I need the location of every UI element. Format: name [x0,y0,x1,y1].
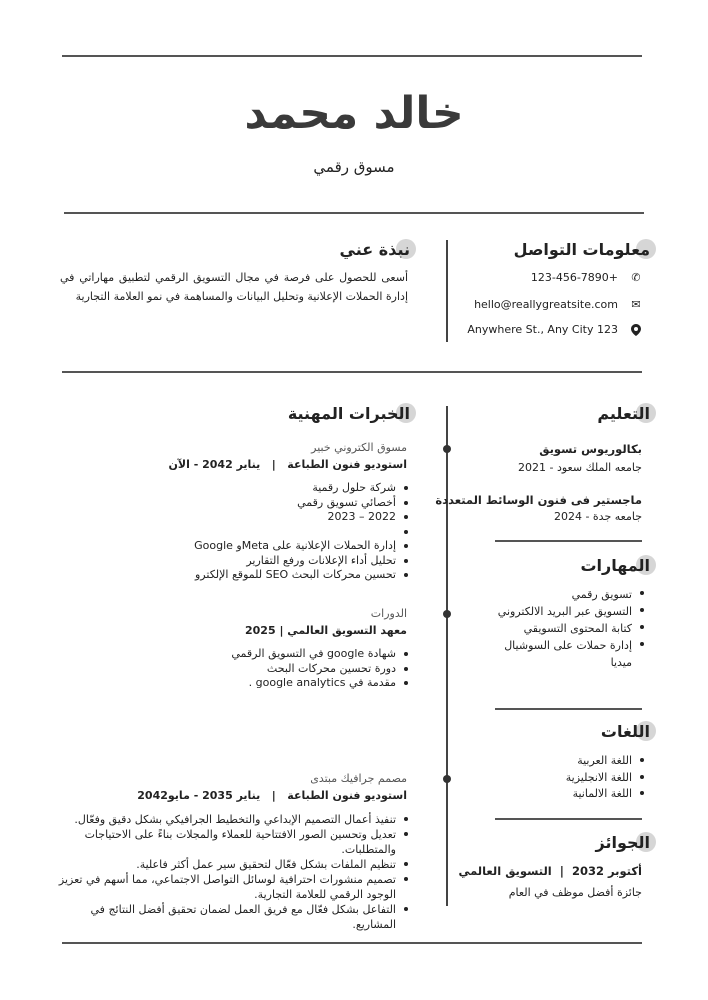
experience-title [288,404,410,423]
awards-title-text: الجوائز [595,833,650,852]
language-item: اللغة الانجليزية [492,770,632,787]
job-role: مسوق الكتروني خبير [311,441,407,454]
phone-text[interactable]: 123-456-7890+ [530,271,618,284]
top-column-divider [446,240,448,342]
languages-title [601,722,650,741]
job-bullet: أخصائي تسويق رقمي [176,496,396,511]
address-text: Anywhere St., Any City 123 [467,323,618,336]
job-bullet: 2022 – 2023 [176,510,396,525]
courses-label: الدورات [370,607,407,620]
job-bullet: تحسين محركات البحث SEO للموقع الإلكترو [176,568,396,583]
contact-email [474,298,642,311]
education-title-text: التعليم [597,404,650,423]
job-bullets [56,812,410,932]
education-school: جامعه جدة - 2024 [553,510,642,523]
contact-title [514,240,650,259]
skill-item: كتابة المحتوى التسويقي [492,620,632,637]
job-bullet: شركة حلول رقمية [176,481,396,496]
job-company: استوديو فنون الطباعة | يناير 2042 - الآن [168,458,407,471]
email-text[interactable]: hello@reallygreatsite.com [474,298,618,311]
award-text: جائزة أفضل موظف في العام [508,886,642,899]
about-title-text: نبذة عني [339,240,410,259]
job-bullet: التفاعل بشكل فعّال مع فريق العمل لضمان تحقيق أفضل النتائج في المشاريع. [56,902,396,932]
skill-item: التسويق عبر البريد الالكتروني [492,603,632,620]
timeline-dot [443,610,451,618]
bottom-divider [62,942,642,944]
job-company: استوديو فنون الطباعة | يناير 2035 - مايو2042 [137,789,407,802]
job-bullet: تنفيذ أعمال التصميم الإبداعي والتخطيط الجرافيكي بشكل دقيق وفعّال. [56,812,396,827]
person-role: مسوق رقمي [313,158,395,176]
header-divider [64,212,644,214]
education-degree: بكالوريوس تسويق [539,442,642,456]
mail-icon: ✉ [631,297,641,311]
languages-divider [495,818,642,820]
job-bullet: تحليل أداء الإعلانات ورفع التقارير [176,554,396,569]
education-divider [495,540,642,542]
skills-title [580,556,650,575]
job-role: مصمم جرافيك مبتدى [310,772,407,785]
education-item [435,492,642,526]
course-bullet: دورة تحسين محركات البحث [176,662,396,677]
job-bullet: إدارة الحملات الإعلانية على Metaو Google [176,539,396,554]
education-degree: ماجستير فى فنون الوسائط المتعددة [435,493,642,507]
skills-title-text: المهارات [580,556,650,575]
education-title [597,404,650,423]
job-bullet: تصميم منشورات احترافية لوسائل التواصل الاجتماعي، مما أسهم في تعزيز الوجود الرقمي للعلامة التجارية. [56,872,396,902]
language-item: اللغة العربية [492,753,632,770]
job-bullet: تنظيم الملفات بشكل فعّال لتحقيق سير عمل أكثر فاعلية. [56,857,396,872]
skill-item: إدارة حملات على السوشيال ميديا [492,637,632,671]
award-heading: أكتوبر 2032 | التسويق العالمي [458,864,642,878]
skills-list [492,586,646,671]
education-item [442,441,642,479]
skill-item: تسويق رقمي [492,586,632,603]
timeline-line [446,406,448,906]
contact-divider [62,371,642,373]
about-title [340,240,410,259]
languages-list [492,753,646,803]
person-name: خالد محمد [244,88,464,139]
job-bullet [176,525,396,540]
language-item: اللغة الالمانية [492,786,632,803]
contact-address [467,323,642,336]
contact-phone [531,271,642,284]
job-bullets [176,481,410,583]
course-bullet: شهادة google في التسويق الرقمي [176,647,396,662]
course-bullet: مقدمة في google analytics . [176,676,396,691]
awards-title [596,833,651,852]
languages-title-text: اللغات [600,722,650,741]
location-pin-icon [630,324,642,336]
courses-institute: معهد التسويق العالمي | 2025 [245,624,407,637]
education-school: جامعه الملك سعود - 2021 [518,461,642,474]
timeline-dot [443,775,451,783]
phone-icon: ✆ [631,270,641,284]
experience-title-text: الخبرات المهنية [287,404,410,423]
top-divider [62,55,642,57]
contact-title-text: معلومات التواصل [513,240,650,259]
job-bullet: تعديل وتحسين الصور الافتتاحية للعملاء والمجلات بناءً على الاحتياجات والمتطلبات. [56,827,396,857]
about-text: أسعى للحصول على فرصة في مجال التسويق الرقمي لتطبيق مهاراتي في إدارة الحملات الإعلانية وتحليل البيانات والمساهمة في نمو العلامة التجارية [60,271,408,303]
skills-divider [495,708,642,710]
courses-bullets [176,647,410,691]
